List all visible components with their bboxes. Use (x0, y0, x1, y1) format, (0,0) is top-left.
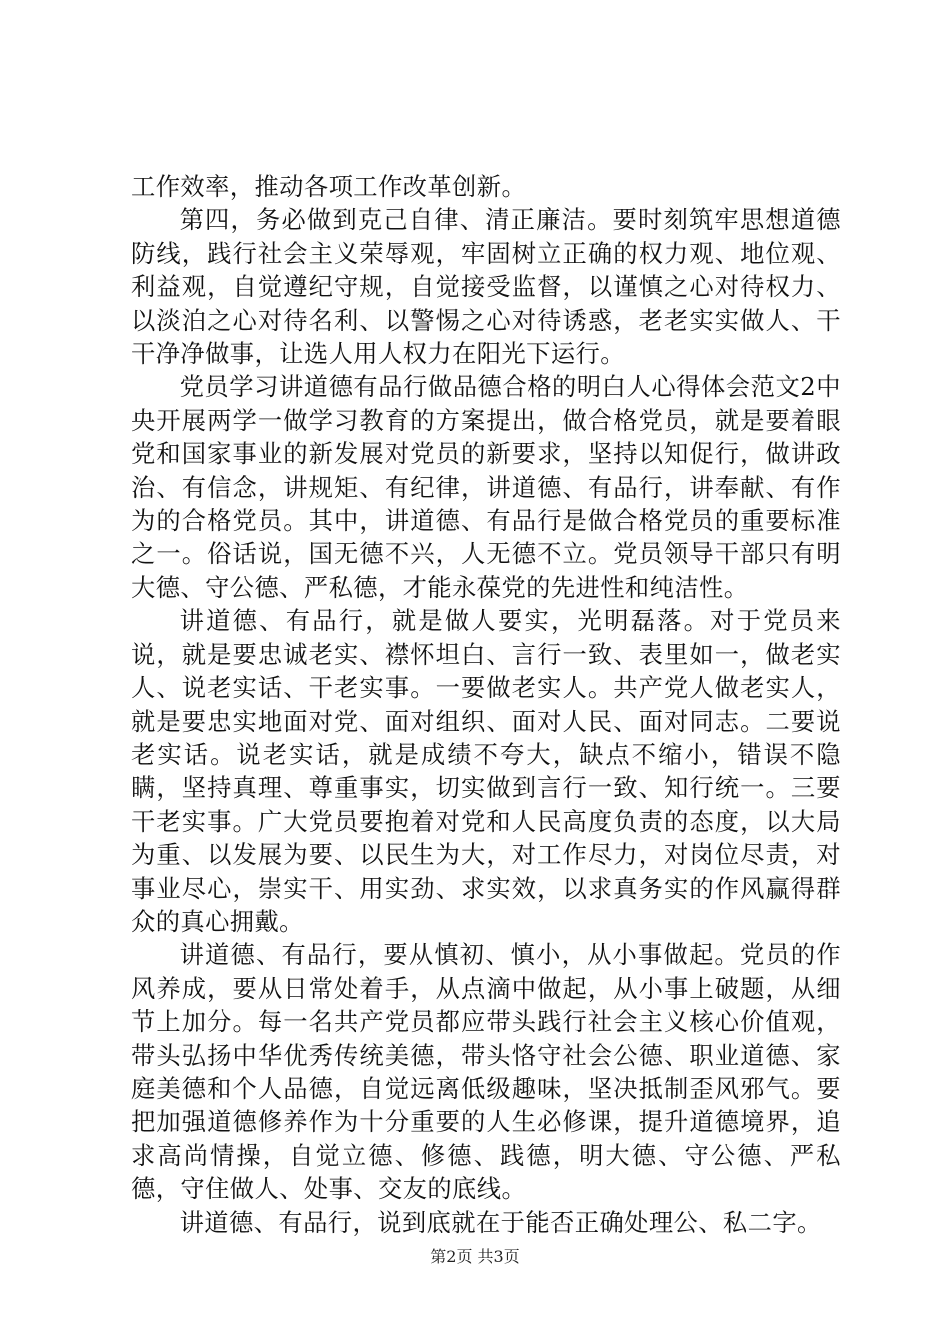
document-body (131, 170, 841, 1239)
page-number-footer: 第2页 共3页 (430, 1247, 520, 1266)
paragraph-public-private: 讲道德、有品行，说到底就在于能否正确处理公、私二字。 (179, 1207, 822, 1237)
paragraph-essay-intro: 党员学习讲道德有品行做品德合格的明白人心得体会范文2中央开展两学一做学习教育的方案提出，做合格党员，就是要着眼党和国家事业的新发展对党员的新要求，坚持以知促行，做讲政治、有信念，讲规矩、有纪律，讲道德、有品行，讲奉献、有作为的合格党员。其中，讲道德、有品行是做合格党员的重要标准之一。俗话说，国无德不兴，人无德不立。党员领导干部只有明大德、守公德、严私德，才能永葆党的先进性和纯洁性。 (131, 372, 841, 602)
paragraph-fourth-point: 第四，务必做到克己自律、清正廉洁。要时刻筑牢思想道德防线，践行社会主义荣辱观，牢固树立正确的权力观、地位观、利益观，自觉遵纪守规，自觉接受监督，以谨慎之心对待权力、以淡泊之心对待名利、以警惕之心对待诱惑，老老实实做人、干干净净做事，让选人用人权力在阳光下运行。 (131, 205, 841, 369)
paragraph-continuation: 工作效率，推动各项工作改革创新。 (131, 172, 527, 201)
paragraph-small-things: 讲道德、有品行，要从慎初、慎小，从小事做起。党员的作风养成，要从日常处着手，从点滴中做起，从小事上破题，从细节上加分。每一名共产党员都应带头践行社会主义核心价值观，带头弘扬中华优秀传统美德，带头恪守社会公德、职业道德、家庭美德和个人品德，自觉远离低级趣味，坚决抵制歪风邪气。要把加强道德修养作为十分重要的人生必修课，提升道德境界，追求高尚情操，自觉立德、修德、践德，明大德、守公德、严私德，守住做人、处事、交友的底线。 (131, 940, 841, 1204)
paragraph-honesty: 讲道德、有品行，就是做人要实，光明磊落。对于党员来说，就是要忠诚老实、襟怀坦白、言行一致、表里如一，做老实人、说老实话、干老实事。一要做老实人。共产党人做老实人，就是要忠实地面对党、面对组织、面对人民、面对同志。二要说老实话。说老实话，就是成绩不夸大，缺点不缩小，错误不隐瞒，坚持真理、尊重事实，切实做到言行一致、知行统一。三要干老实事。广大党员要抱着对党和人民高度负责的态度，以大局为重、以发展为要、以民生为大，对工作尽力，对岗位尽责，对事业尽心，崇实干、用实劲、求实效，以求真务实的作风赢得群众的真心拥戴。 (131, 606, 841, 936)
